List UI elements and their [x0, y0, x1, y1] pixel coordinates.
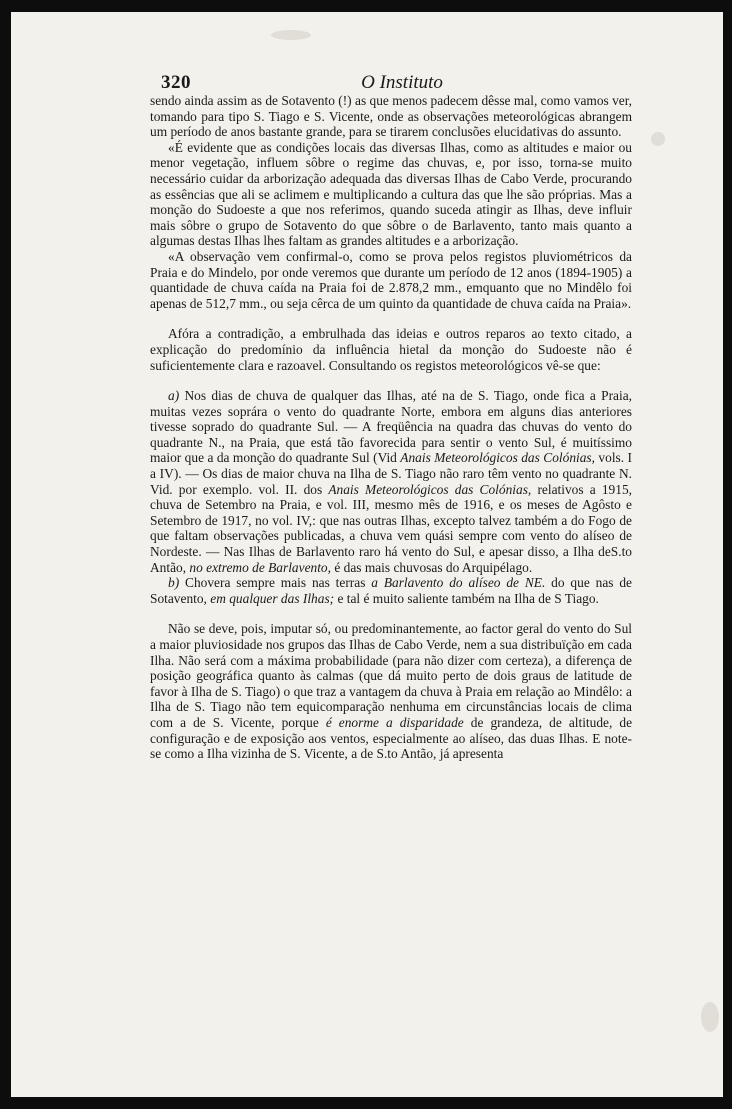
paragraph: «A observação vem confirmal-o, como se prova pelos registos pluviométricos da Praia e do Mindelo, por onde veremos que durante um período de 12 anos (1894-1905) a quantidade de chuva caída na Praia foi de 2.878,2 mm., emquanto que no Mindêlo foi apenas de 512,7 mm., ou seja cêrca de um quinto da quantidade de chuva caída na Praia». — [150, 248, 632, 311]
emphasis: é enorme a disparidade — [325, 714, 464, 730]
page-number: 320 — [161, 72, 191, 93]
paper-speck — [701, 1002, 719, 1032]
text-span: Nos dias de chuva de qualquer das Ilhas, até na de S. Tiago, onde fica a Praia, muitas vezes soprára o vento do quadrante Norte, embora em alguns dias anteriores tivesse soprado do quadrante Sul. — A freqüência na quadra das chuvas do vento do quadrante N., na Praia, que está tão favorecida para sentir o vento Sul, é muitíssimo maior que a da monção do quadrante Sul (Vid — [150, 388, 632, 466]
running-title: O Instituto — [361, 72, 443, 93]
paragraph: sendo ainda assim as de Sotavento (!) as que menos padecem dêsse mal, como vamos ver, tomando para tipo S. Tiago e S. Vicente, onde as observações meteorológicas abrangem um período de anos bastante grande, para se tirarem conclusões elucidativas do assunto. — [150, 93, 632, 140]
text-span: de grandeza, de altitude, de configuração e de exposição aos ventos, especialmente ao alíseo, das duas Ilhas. E note-se como a Ilha vizinha de S. Vicente, a de S.to Antão, já apresenta — [150, 714, 633, 762]
text-span: do que nas de Sotavento, — [150, 575, 632, 606]
emphasis: a Barlavento do alíseo de NE. — [371, 575, 546, 591]
citation: Anais Meteorológicos das Colónias, — [400, 450, 595, 466]
text-span: e tal é muito saliente também na Ilha de S Tiago. — [334, 590, 599, 606]
list-marker: b) — [168, 575, 180, 591]
text-span: relativos a 1915, chuva de Setembro na Praia, e vol. III, mesmo mês de 1916, e os meses de Agôsto e Setembro de 1917, no vol. IV,: que nas outras Ilhas, excepto talvez também a do Fogo de que faltam observações publicadas, a chuva vem quási sempre com vento do alíseo de Nordeste. — Nas Ilhas de Barlavento raro há vento do Sul, e apesar disso, a Ilha deS.to Antão, — [150, 481, 632, 575]
list-marker: a) — [168, 388, 180, 404]
paper-speck — [651, 132, 665, 146]
list-item — [150, 575, 632, 606]
emphasis: em qualquer das Ilhas; — [210, 590, 335, 606]
text-span: é das mais chuvosas do Arquipélago. — [330, 559, 533, 575]
citation: Anais Meteorológicos das Colónias, — [328, 481, 532, 497]
emphasis: no extremo de Barlavento, — [189, 559, 331, 575]
body-text — [150, 93, 632, 762]
paragraph: Afóra a contradição, a embrulhada das ideias e outros reparos ao texto citado, a explicação do predomínio da influência hietal da monção do Sudoeste não é suficientemente clara e razoavel. Consultando os registos meteorológicos vê-se que: — [150, 326, 632, 373]
text-span: Chovera sempre mais nas terras — [185, 575, 372, 591]
text-span: Não se deve, pois, imputar só, ou predominantemente, ao factor geral do vento do Sul a maior pluviosidade nos grupos das Ilhas de Cabo Verde, nem a sua distribuïção em cada Ilha. Não será com a máxima probabilidade (para não dizer com certeza), a diferença de posição geográfica quanto às calmas (que dá muito perto de dois graus de latitude de favor à Ilha de S. Tiago) o que traz a vantagem da chuva à Praia em relação ao Mindêlo: a Ilha de S. Tiago não tem equicomparação nenhuma em circunstâncias locais de clima com a de S. Vicente, porque — [150, 621, 632, 730]
paragraph: «É evidente que as condições locais das diversas Ilhas, como as altitudes e maior ou menor vegetação, influem sôbre o regime das chuvas, e, por isso, torna-se muito necessário cuidar da arborização adequada das diversas Ilhas de Cabo Verde, procurando as essências que ali se aclimem e multiplicando a cultura das que lhe são próprias. Mas a monção do Sudoeste a que nos referimos, quando suceda atingir as Ilhas, deve influir mais sôbre o grupo de Sotavento do que sôbre o de Barlavento, tanto mais quanto a algumas destas Ilhas lhes faltam as grandes altitudes e a arborização. — [150, 139, 632, 249]
paper-speck — [271, 30, 311, 40]
text-span: vols. I a IV). — Os dias de maior chuva na Ilha de S. Tiago não raro têm vento no quadrante N. Vid. por exemplo. vol. II. dos — [150, 450, 632, 497]
list-item — [150, 388, 632, 575]
paragraph — [150, 621, 632, 761]
